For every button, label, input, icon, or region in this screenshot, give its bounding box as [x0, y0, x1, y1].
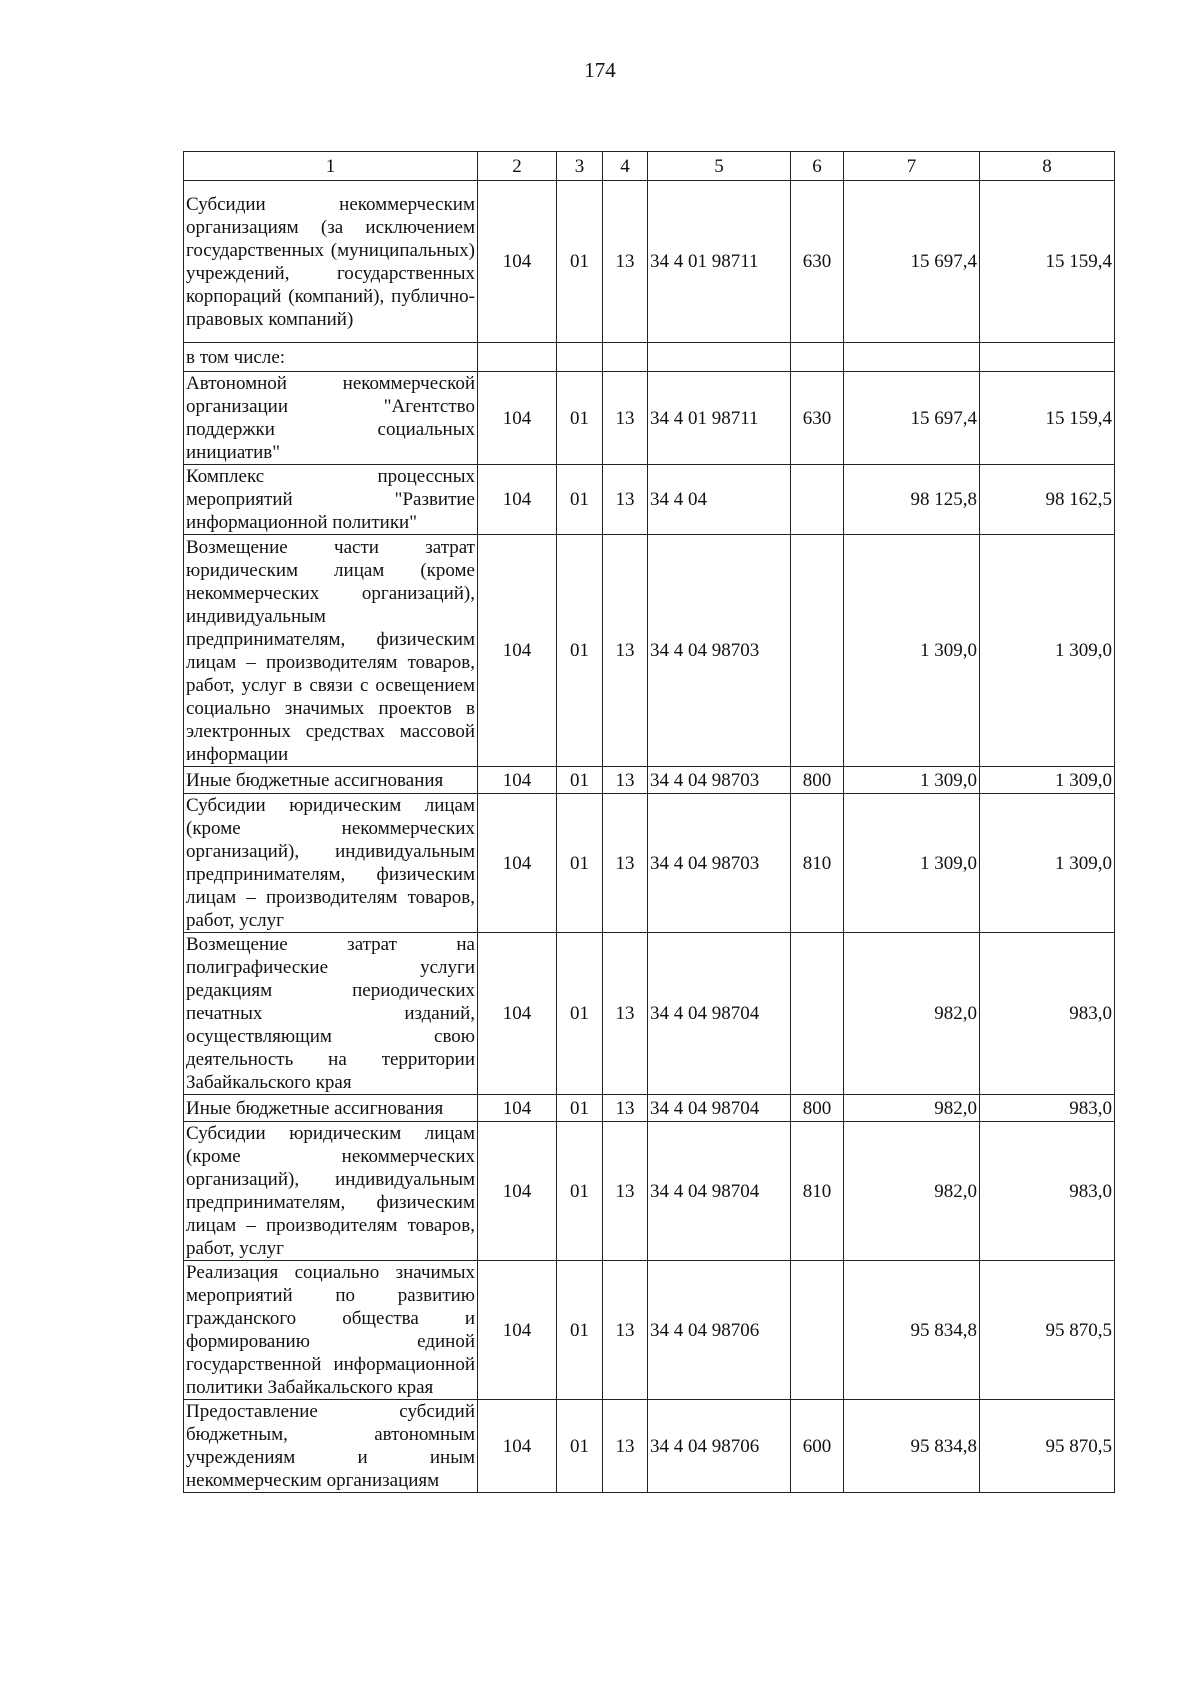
- cell-amount-year-1: 98 125,8: [844, 465, 980, 535]
- header-col-3: 3: [557, 152, 603, 181]
- cell-amount-year-2: 95 870,5: [980, 1261, 1115, 1400]
- cell-subsection-code: 01: [557, 767, 603, 794]
- cell-section-code: 104: [478, 1095, 557, 1122]
- cell-amount-year-1: 982,0: [844, 1122, 980, 1261]
- table-row: [184, 465, 1115, 535]
- cell-target-article: 34 4 04 98704: [648, 1095, 791, 1122]
- table-row: [184, 372, 1115, 465]
- cell-description: в том числе:: [184, 343, 478, 372]
- table-row: [184, 1122, 1115, 1261]
- cell-target-article: 34 4 04 98706: [648, 1400, 791, 1493]
- cell-item-code: 13: [603, 933, 648, 1095]
- cell-expense-type: [791, 535, 844, 767]
- cell-description: Субсидии юридическим лицам (кроме некоммерческих организаций), индивидуальным предпринимателям, физическим лицам – производителям товаров, работ, услуг: [184, 1122, 478, 1261]
- table-row: [184, 767, 1115, 794]
- cell-amount-year-1: 982,0: [844, 1095, 980, 1122]
- cell-amount-year-1: 15 697,4: [844, 372, 980, 465]
- table-row: [184, 933, 1115, 1095]
- cell-subsection-code: 01: [557, 465, 603, 535]
- cell-description: Субсидии юридическим лицам (кроме некоммерческих организаций), индивидуальным предпринимателям, физическим лицам – производителям товаров, работ, услуг: [184, 794, 478, 933]
- cell-item-code: 13: [603, 1261, 648, 1400]
- cell-amount-year-2: 15 159,4: [980, 372, 1115, 465]
- cell-description: Иные бюджетные ассигнования: [184, 1095, 478, 1122]
- cell-expense-type: 630: [791, 181, 844, 343]
- header-col-8: 8: [980, 152, 1115, 181]
- header-col-2: 2: [478, 152, 557, 181]
- cell-amount-year-2: 1 309,0: [980, 767, 1115, 794]
- cell-target-article: 34 4 04 98706: [648, 1261, 791, 1400]
- cell-amount-year-1: 1 309,0: [844, 767, 980, 794]
- cell-amount-year-2: 983,0: [980, 933, 1115, 1095]
- cell-item-code: 13: [603, 794, 648, 933]
- cell-expense-type: 630: [791, 372, 844, 465]
- cell-amount-year-1: 95 834,8: [844, 1400, 980, 1493]
- cell-item-code: [603, 343, 648, 372]
- cell-section-code: 104: [478, 1122, 557, 1261]
- cell-item-code: 13: [603, 372, 648, 465]
- cell-item-code: 13: [603, 465, 648, 535]
- cell-section-code: 104: [478, 535, 557, 767]
- header-col-4: 4: [603, 152, 648, 181]
- cell-amount-year-2: [980, 343, 1115, 372]
- cell-item-code: 13: [603, 1122, 648, 1261]
- cell-amount-year-1: 95 834,8: [844, 1261, 980, 1400]
- table-body: [184, 181, 1115, 1493]
- cell-amount-year-1: 982,0: [844, 933, 980, 1095]
- cell-target-article: 34 4 01 98711: [648, 181, 791, 343]
- cell-subsection-code: 01: [557, 181, 603, 343]
- cell-description: Автономной некоммерческой организации "Агентство поддержки социальных инициатив": [184, 372, 478, 465]
- table-row: [184, 1095, 1115, 1122]
- table-row: [184, 343, 1115, 372]
- cell-description: Возмещение затрат на полиграфические услуги редакциям периодических печатных изданий, осуществляющим свою деятельность на территории Забайкальского края: [184, 933, 478, 1095]
- header-col-1: 1: [184, 152, 478, 181]
- cell-section-code: 104: [478, 1261, 557, 1400]
- cell-amount-year-2: 95 870,5: [980, 1400, 1115, 1493]
- cell-amount-year-2: 15 159,4: [980, 181, 1115, 343]
- cell-target-article: 34 4 04 98704: [648, 933, 791, 1095]
- header-col-5: 5: [648, 152, 791, 181]
- table-row: [184, 1400, 1115, 1493]
- budget-table: [183, 151, 1115, 1493]
- cell-expense-type: [791, 933, 844, 1095]
- cell-item-code: 13: [603, 767, 648, 794]
- cell-target-article: [648, 343, 791, 372]
- cell-section-code: 104: [478, 794, 557, 933]
- cell-section-code: [478, 343, 557, 372]
- cell-subsection-code: 01: [557, 1095, 603, 1122]
- table-row: [184, 1261, 1115, 1400]
- cell-item-code: 13: [603, 535, 648, 767]
- cell-target-article: 34 4 04 98704: [648, 1122, 791, 1261]
- cell-section-code: 104: [478, 372, 557, 465]
- cell-section-code: 104: [478, 933, 557, 1095]
- cell-target-article: 34 4 04 98703: [648, 767, 791, 794]
- cell-expense-type: [791, 1261, 844, 1400]
- cell-subsection-code: 01: [557, 1261, 603, 1400]
- header-row: [184, 152, 1115, 181]
- cell-description: Возмещение части затрат юридическим лицам (кроме некоммерческих организаций), индивидуальным предпринимателям, физическим лицам – производителям товаров, работ, услуг в связи с освещением социально значимых проектов в электронных средствах массовой информации: [184, 535, 478, 767]
- cell-subsection-code: 01: [557, 794, 603, 933]
- cell-description: Реализация социально значимых мероприятий по развитию гражданского общества и формированию единой государственной информационной политики Забайкальского края: [184, 1261, 478, 1400]
- cell-subsection-code: 01: [557, 372, 603, 465]
- cell-target-article: 34 4 01 98711: [648, 372, 791, 465]
- cell-description: Предоставление субсидий бюджетным, автономным учреждениям и иным некоммерческим организациям: [184, 1400, 478, 1493]
- cell-amount-year-2: 983,0: [980, 1095, 1115, 1122]
- cell-item-code: 13: [603, 1095, 648, 1122]
- cell-description: Субсидии некоммерческим организациям (за исключением государственных (муниципальных) учреждений, государственных корпораций (компаний), публично-правовых компаний): [184, 181, 478, 343]
- header-col-7: 7: [844, 152, 980, 181]
- cell-item-code: 13: [603, 181, 648, 343]
- cell-expense-type: 810: [791, 1122, 844, 1261]
- cell-subsection-code: 01: [557, 1122, 603, 1261]
- table-header: [184, 152, 1115, 181]
- cell-amount-year-2: 1 309,0: [980, 794, 1115, 933]
- cell-target-article: 34 4 04: [648, 465, 791, 535]
- cell-expense-type: 810: [791, 794, 844, 933]
- cell-description: Иные бюджетные ассигнования: [184, 767, 478, 794]
- header-col-6: 6: [791, 152, 844, 181]
- page-number: 174: [584, 58, 616, 82]
- cell-section-code: 104: [478, 767, 557, 794]
- cell-expense-type: [791, 465, 844, 535]
- cell-expense-type: 600: [791, 1400, 844, 1493]
- cell-amount-year-2: 1 309,0: [980, 535, 1115, 767]
- cell-subsection-code: 01: [557, 535, 603, 767]
- cell-description: Комплекс процессных мероприятий "Развитие информационной политики": [184, 465, 478, 535]
- cell-section-code: 104: [478, 181, 557, 343]
- cell-target-article: 34 4 04 98703: [648, 535, 791, 767]
- cell-expense-type: [791, 343, 844, 372]
- cell-section-code: 104: [478, 1400, 557, 1493]
- cell-amount-year-2: 98 162,5: [980, 465, 1115, 535]
- table-row: [184, 535, 1115, 767]
- cell-section-code: 104: [478, 465, 557, 535]
- cell-expense-type: 800: [791, 767, 844, 794]
- cell-item-code: 13: [603, 1400, 648, 1493]
- cell-amount-year-2: 983,0: [980, 1122, 1115, 1261]
- cell-subsection-code: 01: [557, 1400, 603, 1493]
- cell-amount-year-1: 1 309,0: [844, 794, 980, 933]
- table-row: [184, 181, 1115, 343]
- cell-subsection-code: [557, 343, 603, 372]
- table-row: [184, 794, 1115, 933]
- cell-expense-type: 800: [791, 1095, 844, 1122]
- cell-amount-year-1: 1 309,0: [844, 535, 980, 767]
- cell-amount-year-1: [844, 343, 980, 372]
- cell-target-article: 34 4 04 98703: [648, 794, 791, 933]
- cell-amount-year-1: 15 697,4: [844, 181, 980, 343]
- cell-subsection-code: 01: [557, 933, 603, 1095]
